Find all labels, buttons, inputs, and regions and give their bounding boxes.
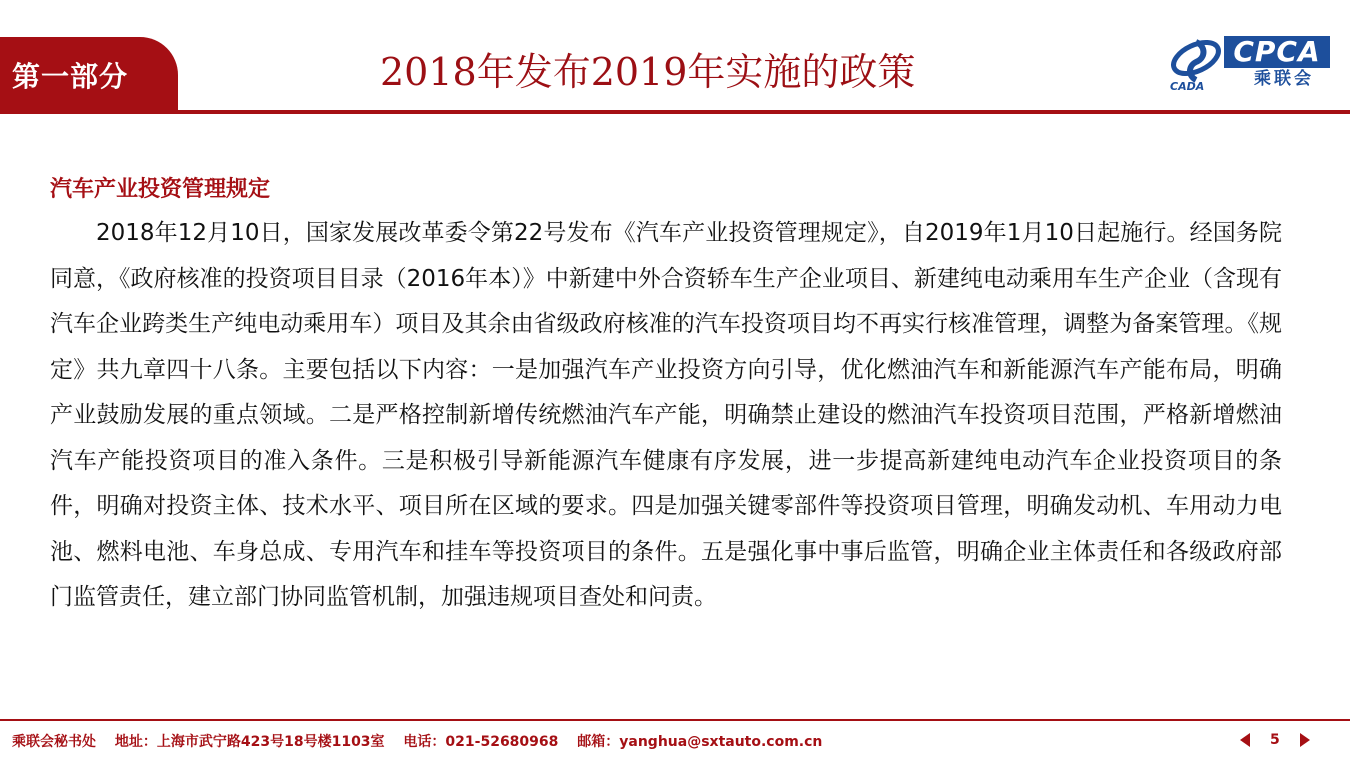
cada-logo-icon [1166, 36, 1224, 92]
footer-org: 乘联会秘书处 [12, 734, 96, 750]
footer-address: 地址：上海市武宁路423号18号楼1103室 [114, 734, 385, 750]
pager [1240, 729, 1310, 751]
footer-info [12, 731, 836, 751]
content-paragraph: 2018年12月10日，国家发展改革委令第22号发布《汽车产业投资管理规定》，自2019年1月10日起施行。经国务院同意，《政府核准的投资项目目录（2016年本）》中新建中外合资轿车生产企业项目、新建纯电动乘用车生产企业（含现有汽车企业跨类生产纯电动乘用车）项目及其余由省级政府核准的汽车投资项目均不再实行核准管理，调整为备案管理。《规定》共九章四十八条。主要包括以下内容：一是加强汽车产业投资方向引导，优化燃油汽车和新能源汽车产能布局，明确产业鼓励发展的重点领域。二是严格控制新增传统燃油汽车产能，明确禁止建设的燃油汽车投资项目范围，严格新增燃油汽车产能投资项目的准入条件。三是积极引导新能源汽车健康有序发展，进一步提高新建纯电动汽车企业投资项目的条件，明确对投资主体、技术水平、项目所在区域的要求。四是加强关键零部件等投资项目管理，明确发动机、车用动力电池、燃料电池、车身总成、专用汽车和挂车等投资项目的条件。五是强化事中事后监管，明确企业主体责任和各级政府部门监管责任，建立部门协同监管机制，加强违规项目查处和问责。 [50, 220, 1282, 610]
logo-mark-text: CADA [1170, 80, 1205, 92]
footer-divider [0, 719, 1350, 721]
footer-email[interactable]: 邮箱：yanghua@sxtauto.com.cn [577, 734, 823, 750]
logo-brand: CPCA [1224, 36, 1330, 68]
section-label: 第一部分 [12, 60, 129, 93]
page-title: 2018年发布2019年实施的政策 [380, 50, 916, 94]
cpca-logo [1166, 36, 1338, 92]
content-heading: 汽车产业投资管理规定 [50, 177, 271, 202]
triangle-left-icon[interactable] [1240, 733, 1250, 747]
logo-cn-name: 乘联会 [1254, 69, 1314, 89]
header-divider [0, 110, 1350, 114]
footer-phone: 电话：021-52680968 [403, 734, 559, 750]
section-tab [0, 37, 178, 113]
page-number: 5 [1270, 732, 1280, 748]
triangle-right-icon[interactable] [1300, 733, 1310, 747]
